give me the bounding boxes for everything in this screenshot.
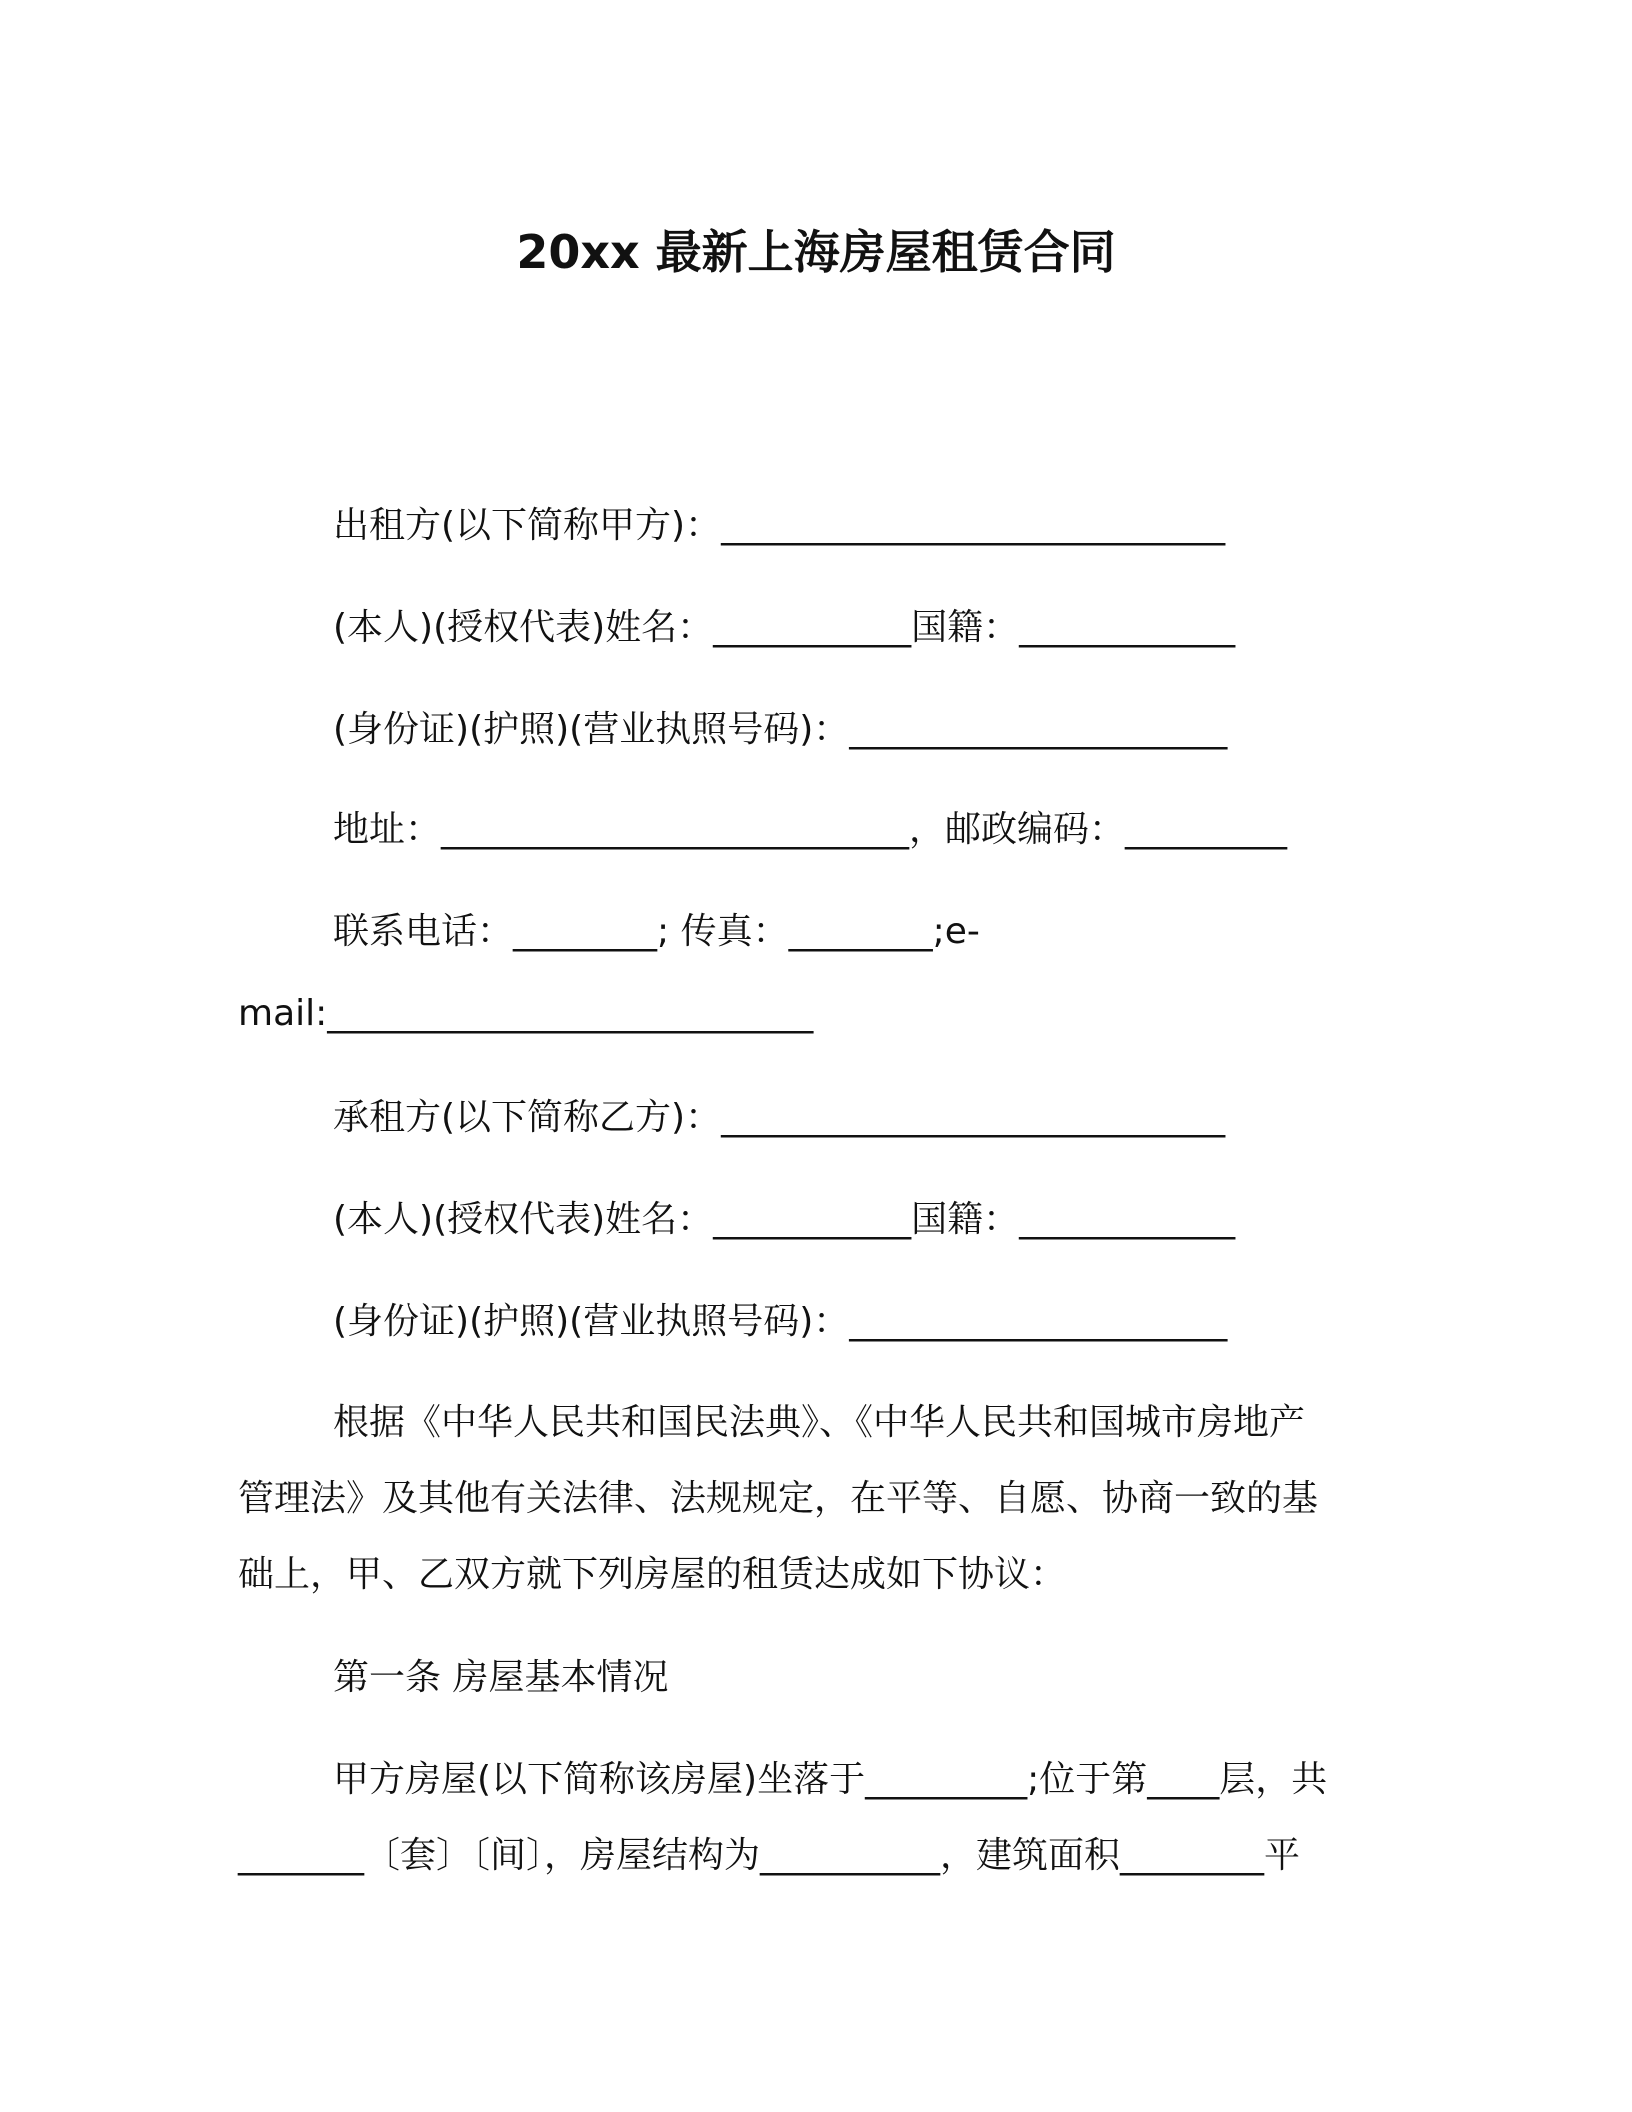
preamble-line-3: 础上，甲、乙双方就下列房屋的租赁达成如下协议：: [238, 1554, 1067, 1595]
lessor-contact-line: 联系电话：________; 传真：________;e-: [333, 911, 980, 952]
document-title: 20xx 最新上海房屋租赁合同: [516, 225, 1116, 279]
lessee-name-nationality: (本人)(授权代表)姓名：___________国籍：____________: [333, 1199, 1236, 1240]
article-1-line-2: _______〔套〕〔间〕，房屋结构为__________，建筑面积________平: [238, 1835, 1301, 1876]
lessee-id-line: (身份证)(护照)(营业执照号码)：_____________________: [333, 1301, 1228, 1342]
preamble-line-2: 管理法》及其他有关法律、法规规定，在平等、自愿、协商一致的基: [238, 1478, 1319, 1519]
lessor-address-line: 地址：__________________________，邮政编码：_________: [333, 809, 1288, 850]
article-1-heading: 第一条 房屋基本情况: [333, 1657, 669, 1698]
lessor-email-line: mail:___________________________: [238, 993, 814, 1034]
article-1-line-1: 甲方房屋(以下简称该房屋)坐落于_________;位于第____层，共: [333, 1759, 1328, 1800]
lessee-line: 承租方(以下简称乙方)：____________________________: [333, 1097, 1226, 1138]
lessor-name-nationality: (本人)(授权代表)姓名：___________国籍：____________: [333, 607, 1236, 648]
lessor-id-line: (身份证)(护照)(营业执照号码)：_____________________: [333, 709, 1228, 750]
preamble-line-1: 根据《中华人民共和国民法典》、《中华人民共和国城市房地产: [333, 1402, 1306, 1443]
lessor-line: 出租方(以下简称甲方)：____________________________: [333, 505, 1226, 546]
